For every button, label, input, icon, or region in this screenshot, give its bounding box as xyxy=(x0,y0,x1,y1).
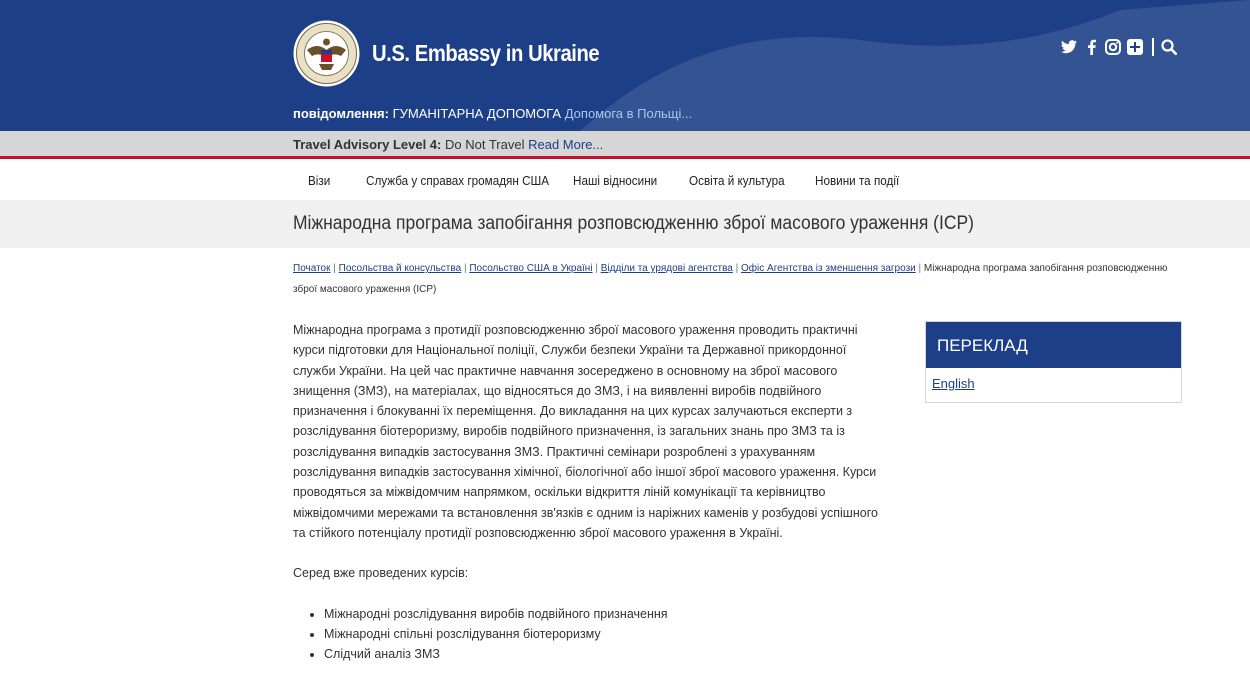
breadcrumb-embassies[interactable]: Посольства й консульства xyxy=(338,263,462,274)
nav-item-visas[interactable]: Візи xyxy=(308,173,331,188)
alert-label: повідомлення: xyxy=(293,106,389,121)
plus-icon[interactable] xyxy=(1126,38,1144,56)
breadcrumb-current: Міжнародна програма запобігання розповсюдженню зброї масового ураження (ICP) xyxy=(293,263,1168,295)
alert-text: ГУМАНІТАРНА ДОПОМОГА xyxy=(392,106,562,121)
list-item: • Міжнародні спільні розслідування біотероризму xyxy=(324,624,878,644)
translation-widget xyxy=(925,321,1182,403)
divider xyxy=(1152,38,1154,56)
main-nav xyxy=(0,162,1250,200)
site-header xyxy=(0,0,1250,131)
main-content xyxy=(293,320,878,664)
list-item: • Слідчий аналіз ЗМЗ xyxy=(324,644,878,664)
english-link[interactable]: English xyxy=(932,376,975,391)
nav-item-citizen-services[interactable]: Служба у справах громадян США xyxy=(366,173,550,188)
content-paragraph: Міжнародна програма з протидії розповсюдженню зброї масового ураження проводить практичні курси підготовки для Національної поліції, Служби безпеки України та Державної прикордонної служби України. На цей час практичне навчання зосереджено в основному на зброї масового знищення (ЗМЗ), на матеріалах, що відносяться до ЗМЗ, і на виявленні виробів подвійного призначення і блокуванні їх переміщення. До викладання на цих курсах залучаються експерти з розслідування біотероризму, виробів подвійного призначення, із загальних знань про ЗМЗ та із розслідування випадків застосування ЗМЗ. Практичні семінари розроблені з урахуванням розслідування випадків застосування хімічної, біологічної або іншої зброї масового ураження. Курси проводяться за міжвідомчим напрямком, оскільки відкриття ліній комунікації та керівництво міжвідомчими мережами та встановлення зв'язків є одним із наріжних каменів у розбудові успішного та стійкого потенціалу протидії розповсюдженню зброї масового ураження в Україні. xyxy=(293,323,878,540)
advisory-label: Travel Advisory Level 4: xyxy=(293,137,442,152)
breadcrumb-home[interactable]: Початок xyxy=(293,263,331,274)
breadcrumb-embassy-ukraine[interactable]: Посольство США в Україні xyxy=(469,263,593,274)
list-item: • Міжнародні розслідування виробів подвійного призначення xyxy=(324,604,878,624)
twitter-icon[interactable] xyxy=(1060,38,1078,56)
page-title-band xyxy=(0,200,1250,248)
page-title: Міжнародна програма запобігання розповсюдженню зброї масового ураження (ICP) xyxy=(293,213,974,234)
breadcrumb-dtra-office[interactable]: Офіс Агентства із зменшення загрози xyxy=(741,263,916,274)
search-icon[interactable] xyxy=(1160,38,1178,56)
travel-advisory-bar xyxy=(0,131,1250,159)
instagram-icon[interactable] xyxy=(1104,38,1122,56)
site-title[interactable]: U.S. Embassy in Ukraine xyxy=(372,40,600,66)
alert-banner xyxy=(293,106,692,121)
nav-item-education-culture[interactable]: Освіта й культура xyxy=(689,173,785,188)
embassy-seal-logo[interactable] xyxy=(293,20,360,87)
breadcrumb-sections[interactable]: Відділи та урядові агентства xyxy=(600,263,733,274)
facebook-icon[interactable] xyxy=(1082,38,1100,56)
alert-link[interactable]: Допомога в Польщі... xyxy=(564,106,693,121)
nav-item-relations[interactable]: Наші відносини xyxy=(573,173,658,188)
breadcrumb: Початок | Посольства й консульства | Посольство США в Україні | Відділи та урядові агентства | Офіс Агентства із зменшення загрози | Міжнародна програма запобігання розповсюдженню зброї масового ураження (ICP) xyxy=(293,263,1168,295)
nav-item-news-events[interactable]: Новини та події xyxy=(815,173,900,188)
content-paragraph: Серед вже проведених курсів: xyxy=(293,566,469,581)
advisory-read-more-link[interactable]: Read More... xyxy=(528,137,604,152)
courses-list xyxy=(324,604,878,665)
social-links xyxy=(1060,37,1182,57)
advisory-text: Do Not Travel xyxy=(445,137,525,152)
translation-heading: ПЕРЕКЛАД xyxy=(926,322,1181,368)
